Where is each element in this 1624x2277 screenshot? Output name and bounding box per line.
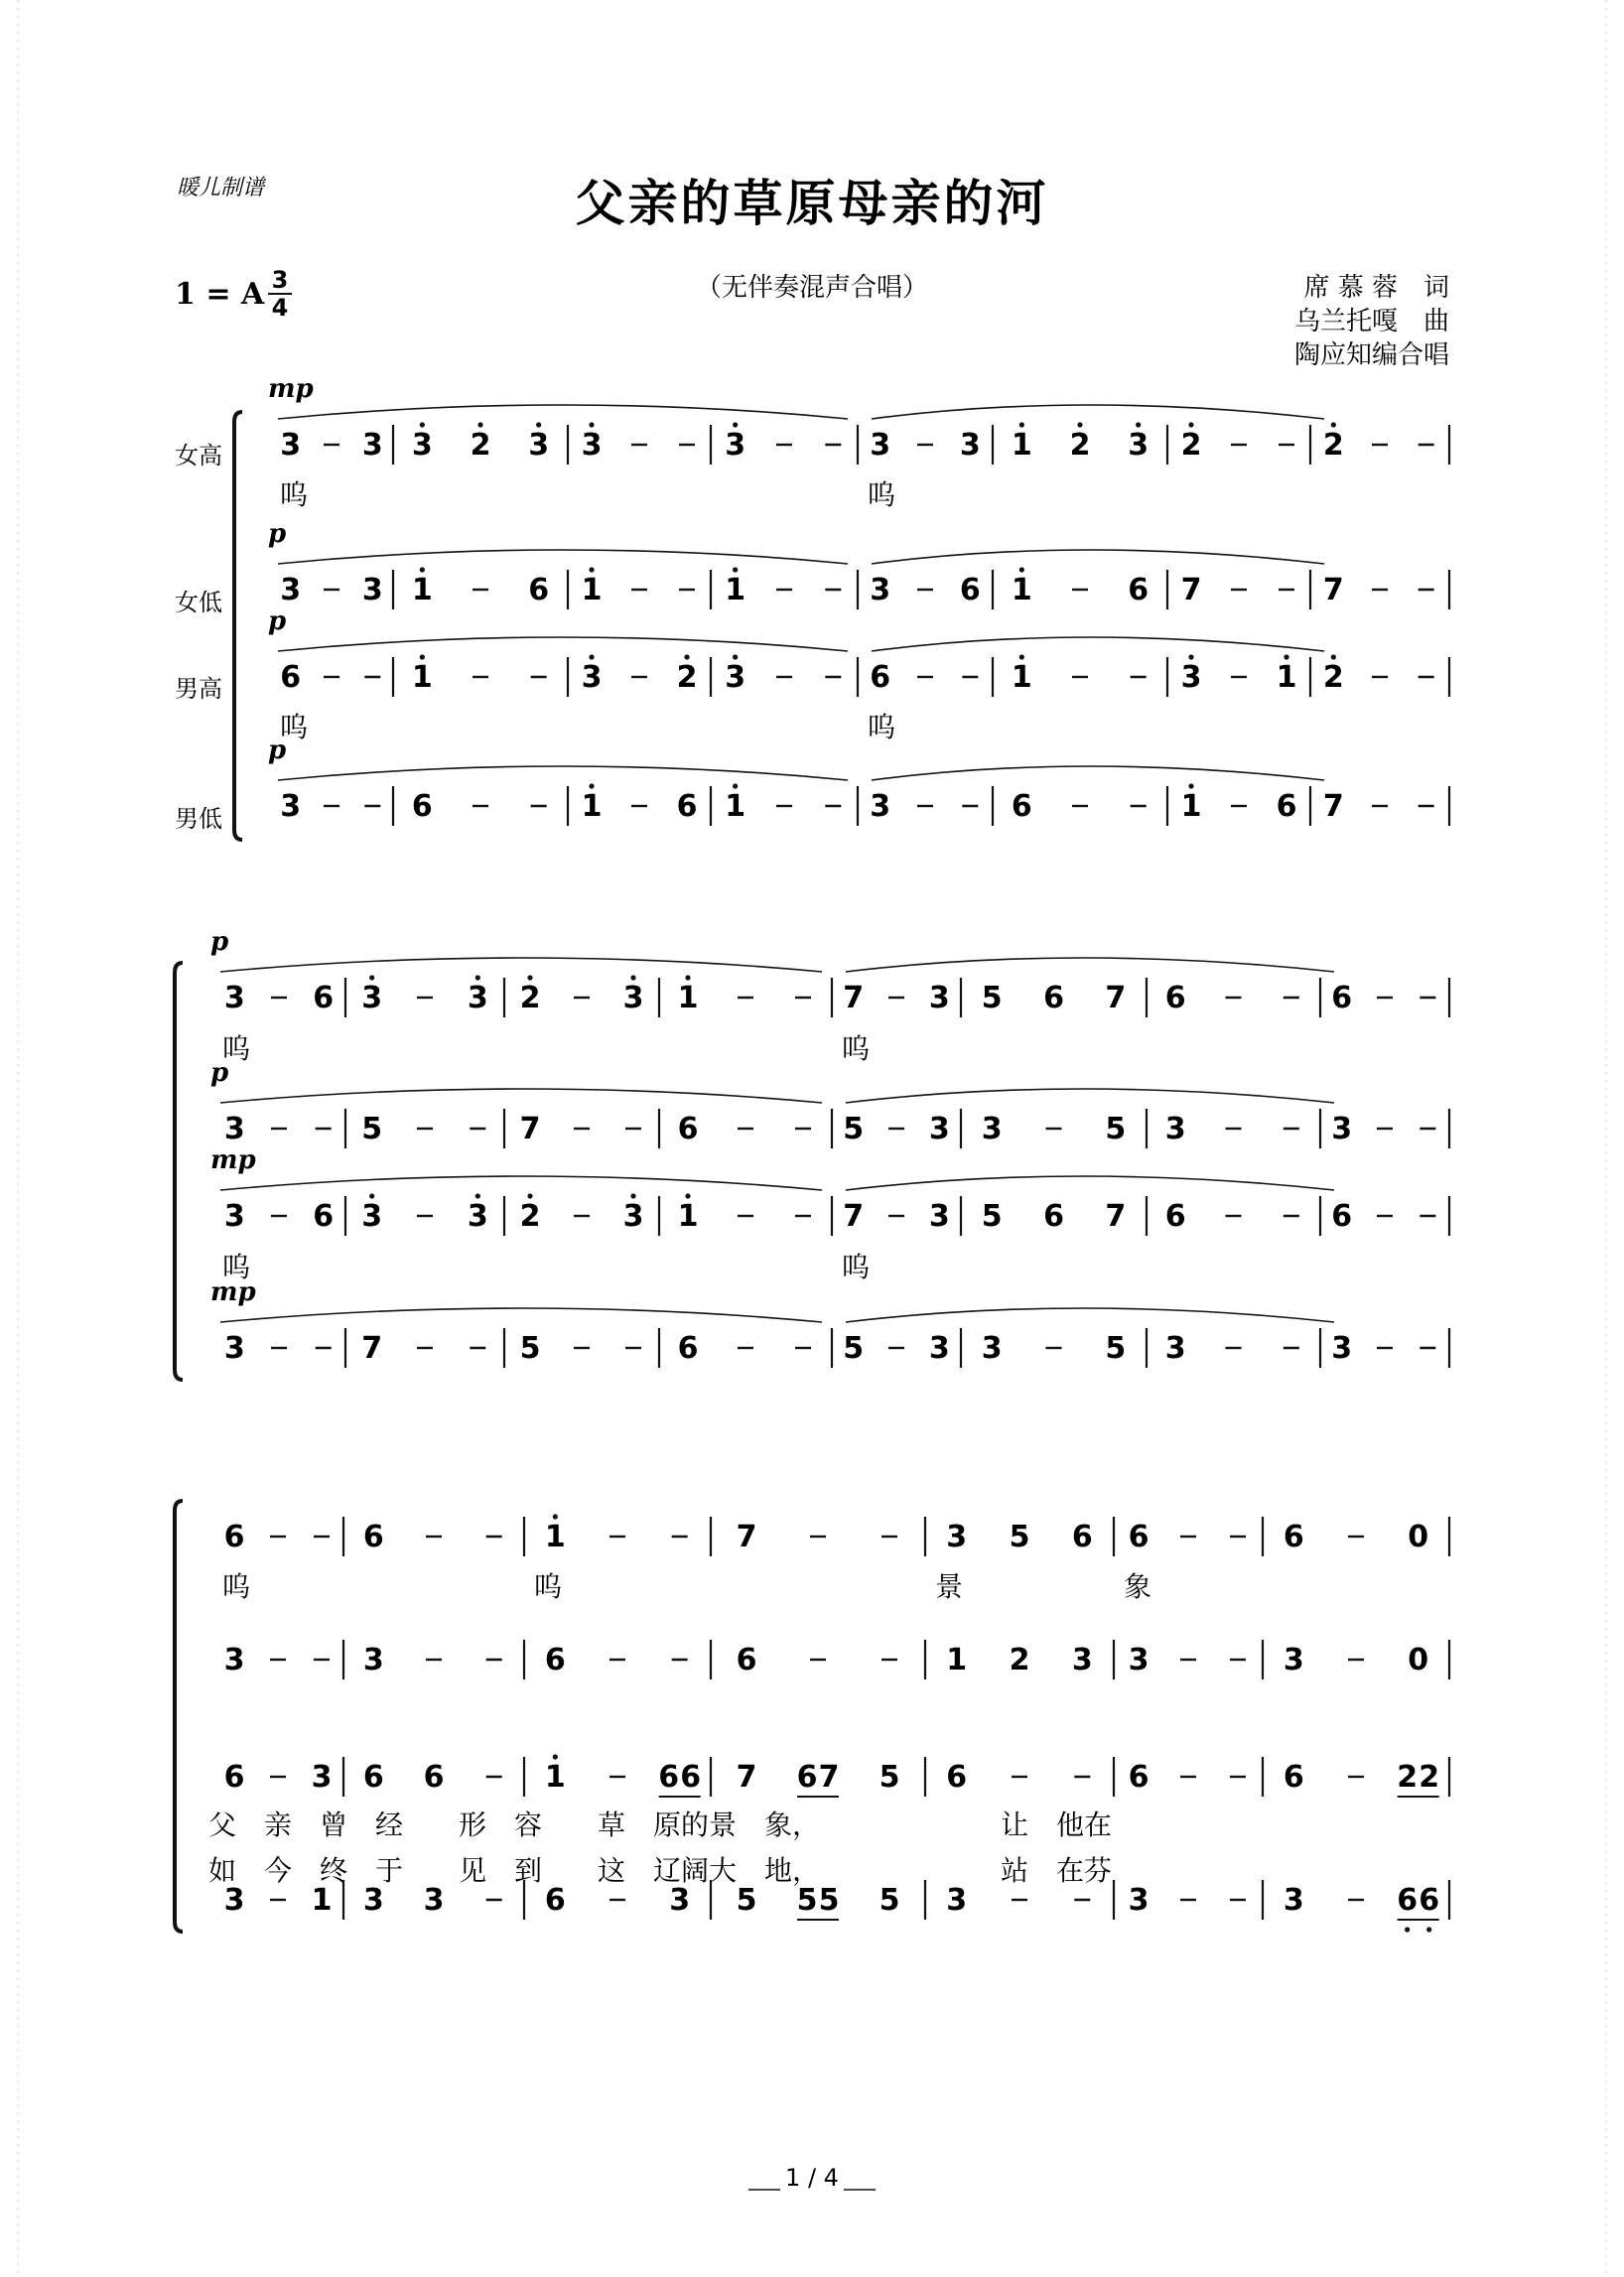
octave-dot-high [1136, 422, 1141, 427]
system-1 [234, 374, 1449, 840]
note: 6 [280, 660, 302, 695]
note: 6 [1071, 1520, 1093, 1554]
note: 6 [1164, 981, 1186, 1015]
note: 1 [544, 1520, 566, 1554]
note: 2 [1180, 428, 1202, 463]
octave-dot-high [733, 654, 738, 659]
credit-composer: 乌兰托嘎 曲 [1293, 307, 1449, 336]
note: 3 [361, 573, 383, 607]
note: 3 [467, 1199, 488, 1234]
octave-dot-high [685, 1193, 690, 1198]
note: 1 [411, 573, 433, 607]
note: 5 [361, 1112, 383, 1146]
note: 6 [313, 1199, 335, 1234]
note: 6 [1331, 1199, 1353, 1234]
page-number: 1 / 4 [785, 2164, 839, 2192]
note: 3 [467, 981, 488, 1015]
lyric-syllable: 呜 [842, 1032, 871, 1065]
octave-dot-high [1019, 567, 1024, 572]
octave-dot-high [477, 422, 482, 427]
note: 6 [1128, 1520, 1150, 1554]
note: 6 [362, 1520, 384, 1554]
dynamic-marking: mp [210, 1145, 256, 1175]
note: 6 [946, 1760, 968, 1795]
note: 6 [1128, 573, 1150, 607]
note: 7 [1105, 1199, 1127, 1234]
lyric-syllable: 呜 [222, 1032, 251, 1065]
credit-lyricist: 席 慕 蓉 词 [1303, 273, 1449, 303]
octave-dot-high [685, 975, 690, 980]
note: 3 [1283, 1883, 1304, 1918]
note: 1 [677, 981, 699, 1015]
note: 6 [411, 789, 433, 824]
phrase-slur [278, 766, 848, 780]
note: 3 [280, 573, 302, 607]
octave-dot-high [475, 1193, 480, 1198]
note: 3 [1128, 1643, 1150, 1677]
note: 7 [361, 1331, 383, 1366]
dynamic-marking: mp [210, 1277, 256, 1307]
dynamic-marking: p [210, 1058, 229, 1088]
note: 3 [362, 1883, 384, 1918]
note: 1 [544, 1760, 566, 1795]
dynamic-marking: p [210, 927, 229, 957]
note: 7 [519, 1112, 541, 1146]
note: 6 [1276, 789, 1297, 824]
note: 6 [680, 1760, 702, 1795]
note: 3 [1071, 1643, 1093, 1677]
staff-女低 [224, 1640, 1449, 1679]
note: 3 [361, 428, 383, 463]
staff-女高 [268, 374, 1449, 511]
note: 5 [1105, 1112, 1127, 1146]
note: 3 [423, 1883, 445, 1918]
phrase-slur [220, 1308, 822, 1322]
note: 3 [280, 789, 302, 824]
note: 5 [796, 1883, 818, 1918]
note: 3 [1180, 660, 1202, 695]
note: 7 [818, 1760, 840, 1795]
octave-dot-high [527, 1193, 532, 1198]
note: 3 [870, 428, 891, 463]
note: 6 [677, 1331, 699, 1366]
phrase-slur [220, 958, 822, 972]
octave-dot-high [589, 654, 594, 659]
lyric-syllable: 呜 [868, 711, 896, 743]
note: 2 [676, 660, 698, 695]
note: 3 [280, 428, 302, 463]
lyric-syllable: 呜 [280, 711, 309, 743]
key-signature: 1 = A [175, 277, 265, 312]
phrase-slur [278, 550, 848, 564]
octave-dot-high [1019, 422, 1024, 427]
note: 3 [223, 1643, 245, 1677]
note: 2 [519, 981, 541, 1015]
system-brace [175, 1501, 183, 1932]
lyric-syllable: 呜 [222, 1570, 251, 1603]
staff-女高 [222, 1514, 1449, 1603]
note: 3 [928, 1331, 950, 1366]
octave-dot-high [589, 422, 594, 427]
note: 3 [581, 428, 603, 463]
lyric-syllable: 景 [935, 1570, 964, 1603]
note: 6 [1419, 1883, 1440, 1918]
staff-女低 [210, 1058, 1449, 1148]
octave-dot-high [630, 1193, 635, 1198]
staff-男低 [268, 736, 1449, 826]
note: 3 [928, 981, 950, 1015]
note: 6 [736, 1643, 757, 1677]
note: 5 [736, 1883, 757, 1918]
note: 5 [981, 981, 1003, 1015]
note: 3 [870, 573, 891, 607]
note: 3 [1128, 1883, 1150, 1918]
note: 2 [1397, 1760, 1419, 1795]
note: 1 [581, 789, 603, 824]
octave-dot-high [733, 567, 738, 572]
note: 1 [411, 660, 433, 695]
note: 6 [677, 1112, 699, 1146]
note: 5 [519, 1331, 541, 1366]
staff-男高 [210, 1145, 1449, 1283]
octave-dot-high [369, 1193, 374, 1198]
lyric-syllable: 呜 [222, 1251, 251, 1283]
note: 6 [1043, 1199, 1064, 1234]
phrase-slur [872, 405, 1324, 419]
octave-dot-low [1405, 1927, 1410, 1932]
note: 2 [1069, 428, 1091, 463]
note: 1 [1276, 660, 1297, 695]
phrase-slur [278, 637, 848, 651]
lyric-syllable: 呜 [842, 1251, 871, 1283]
note: 5 [843, 1112, 865, 1146]
octave-dot-high [369, 975, 374, 980]
note: 7 [843, 1199, 865, 1234]
note: 0 [1408, 1520, 1429, 1554]
system-brace [175, 963, 183, 1380]
note: 3 [981, 1331, 1003, 1366]
note: 6 [423, 1760, 445, 1795]
note: 3 [528, 428, 550, 463]
note: 1 [311, 1883, 333, 1918]
note: 6 [1283, 1760, 1304, 1795]
octave-dot-high [420, 567, 425, 572]
note: 6 [1331, 981, 1353, 1015]
system-brace [234, 412, 242, 840]
staff-男高 [208, 1754, 1449, 1887]
staff-男低 [224, 1880, 1449, 1933]
note: 3 [981, 1112, 1003, 1146]
staff-男高 [268, 606, 1449, 743]
note: 3 [1331, 1331, 1353, 1366]
dynamic-marking: p [268, 736, 287, 765]
dynamic-marking: mp [268, 374, 314, 404]
octave-dot-high [553, 1754, 558, 1759]
octave-dot-high [1331, 654, 1336, 659]
note: 3 [725, 428, 746, 463]
phrase-slur [872, 550, 1324, 564]
note: 6 [544, 1643, 566, 1677]
dynamic-marking: p [268, 519, 287, 549]
phrase-slur [872, 766, 1324, 780]
phrase-slur [220, 1176, 822, 1190]
time-signature-numerator: 3 [271, 266, 289, 294]
note: 6 [362, 1760, 384, 1795]
note: 3 [622, 981, 644, 1015]
note: 3 [223, 1112, 245, 1146]
phrase-slur [872, 637, 1324, 651]
octave-dot-high [733, 783, 738, 788]
note: 3 [1128, 428, 1150, 463]
note: 1 [1180, 789, 1202, 824]
note: 6 [796, 1760, 818, 1795]
note: 3 [959, 428, 981, 463]
phrase-slur [278, 405, 848, 419]
note: 5 [981, 1199, 1003, 1234]
staff-女低 [268, 519, 1449, 609]
octave-dot-high [630, 975, 635, 980]
octave-dot-high [1019, 654, 1024, 659]
octave-dot-high [589, 783, 594, 788]
system-3 [175, 1501, 1449, 1933]
note: 3 [581, 660, 603, 695]
maker-label: 暖儿制谱 [177, 176, 265, 201]
subtitle: （无伴奏混声合唱） [695, 273, 929, 303]
system-2 [175, 927, 1449, 1380]
octave-dot-high [1331, 422, 1336, 427]
note: 1 [1011, 573, 1032, 607]
note: 1 [725, 789, 746, 824]
octave-dot-high [420, 422, 425, 427]
note: 3 [725, 660, 746, 695]
note: 3 [311, 1760, 333, 1795]
note: 6 [1283, 1520, 1304, 1554]
note: 3 [622, 1199, 644, 1234]
phrase-slur [846, 958, 1334, 972]
voice-label-alto: 女低 [175, 589, 222, 616]
note: 6 [1164, 1199, 1186, 1234]
note: 3 [361, 1199, 383, 1234]
note: 6 [223, 1760, 245, 1795]
note: 6 [959, 573, 981, 607]
staff-男低 [210, 1277, 1449, 1368]
note: 6 [544, 1883, 566, 1918]
note: 6 [676, 789, 698, 824]
note: 3 [1283, 1643, 1304, 1677]
note: 3 [669, 1883, 691, 1918]
note: 3 [946, 1520, 968, 1554]
note: 2 [470, 428, 491, 463]
octave-dot-high [1188, 654, 1193, 659]
lyric-line: 父 亲 曾 经 形 容 草 原的景 象， 让 他在 [208, 1808, 1113, 1841]
time-signature-denominator: 4 [271, 294, 289, 322]
note: 3 [928, 1112, 950, 1146]
page-title: 父亲的草原母亲的河 [575, 174, 1049, 232]
note: 6 [313, 981, 335, 1015]
note: 5 [1009, 1520, 1030, 1554]
phrase-slur [220, 1089, 822, 1103]
note: 1 [677, 1199, 699, 1234]
note: 2 [1322, 428, 1344, 463]
note: 1 [946, 1643, 968, 1677]
octave-dot-high [527, 975, 532, 980]
note: 1 [1011, 428, 1032, 463]
note: 1 [581, 573, 603, 607]
lyric-syllable: 呜 [534, 1570, 563, 1603]
note: 1 [1011, 660, 1032, 695]
note: 3 [870, 789, 891, 824]
note: 1 [725, 573, 746, 607]
note: 5 [1105, 1331, 1127, 1366]
note: 6 [1397, 1883, 1419, 1918]
note: 6 [223, 1520, 245, 1554]
octave-dot-high [475, 975, 480, 980]
note: 7 [1105, 981, 1127, 1015]
voice-label-bass: 男低 [175, 805, 222, 833]
octave-dot-high [1077, 422, 1082, 427]
note: 6 [1011, 789, 1032, 824]
octave-dot-high [684, 654, 689, 659]
octave-dot-high [1188, 422, 1193, 427]
dynamic-marking: p [268, 606, 287, 636]
staff-女高 [210, 927, 1449, 1065]
note: 3 [946, 1883, 968, 1918]
note: 7 [1322, 573, 1344, 607]
lyric-syllable: 呜 [280, 478, 309, 511]
note: 2 [1419, 1760, 1440, 1795]
credit-arranger: 陶应知编合唱 [1293, 340, 1449, 370]
voice-label-tenor: 男高 [175, 675, 222, 703]
note: 6 [1128, 1760, 1150, 1795]
note: 7 [843, 981, 865, 1015]
note: 0 [1408, 1643, 1429, 1677]
note: 6 [1043, 981, 1064, 1015]
note: 2 [1322, 660, 1344, 695]
note: 6 [870, 660, 891, 695]
octave-dot-high [1284, 654, 1288, 659]
note: 5 [879, 1883, 900, 1918]
octave-dot-high [420, 654, 425, 659]
note: 2 [519, 1199, 541, 1234]
octave-dot-high [1188, 783, 1193, 788]
lyric-line: 如 今 终 于 见 到 这 辽阔大 地， 站 在芬 [208, 1854, 1113, 1887]
note: 5 [879, 1760, 900, 1795]
note: 3 [411, 428, 433, 463]
octave-dot-high [553, 1514, 558, 1519]
note: 3 [1164, 1112, 1186, 1146]
note: 6 [528, 573, 550, 607]
phrase-slur [846, 1089, 1334, 1103]
note: 2 [1009, 1643, 1030, 1677]
note: 3 [1164, 1331, 1186, 1366]
octave-dot-low [1426, 1927, 1431, 1932]
note: 3 [361, 981, 383, 1015]
note: 3 [223, 1331, 245, 1366]
note: 3 [362, 1643, 384, 1677]
note: 3 [1331, 1112, 1353, 1146]
octave-dot-high [733, 422, 738, 427]
phrase-slur [846, 1308, 1334, 1322]
lyric-syllable: 呜 [868, 478, 896, 511]
octave-dot-high [536, 422, 541, 427]
note: 3 [223, 981, 245, 1015]
note: 5 [843, 1331, 865, 1366]
note: 7 [1322, 789, 1344, 824]
note: 7 [736, 1760, 757, 1795]
voice-label-soprano: 女高 [175, 442, 222, 469]
note: 7 [736, 1520, 757, 1554]
note: 3 [223, 1199, 245, 1234]
note: 3 [928, 1199, 950, 1234]
note: 7 [1180, 573, 1202, 607]
octave-dot-high [589, 567, 594, 572]
note: 6 [658, 1760, 680, 1795]
note: 3 [223, 1883, 245, 1918]
note: 5 [818, 1883, 840, 1918]
lyric-syllable: 象 [1124, 1570, 1152, 1603]
phrase-slur [846, 1176, 1334, 1190]
